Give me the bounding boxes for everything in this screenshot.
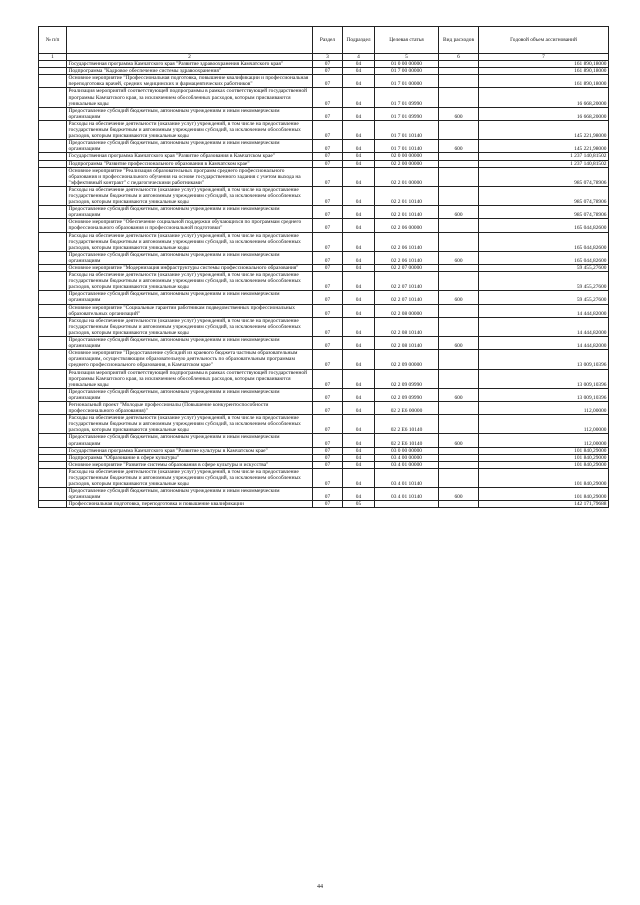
row-target: 01 7 00 00000 (375, 68, 439, 75)
row-name: Основное мероприятие "Предоставление субсидий из краевого бюджета частным образовательным организациям, осуществляющим образовательную деятельность по образовательным программам среднего профессионального образования, в Камчатском крае" (67, 350, 313, 369)
row-target: 02 2 07 00000 (375, 265, 439, 272)
row-amount: 165 044,82600 (479, 232, 609, 251)
row-no (39, 265, 67, 272)
row-subsection: 04 (343, 461, 375, 468)
row-subsection: 04 (343, 401, 375, 414)
row-subsection: 04 (343, 68, 375, 75)
row-target: 03 0 00 00000 (375, 447, 439, 454)
row-type (439, 401, 479, 414)
row-no (39, 388, 67, 401)
row-type (439, 317, 479, 336)
table-row (39, 140, 609, 153)
row-no (39, 317, 67, 336)
row-section: 07 (313, 206, 343, 219)
row-type (439, 167, 479, 186)
row-section: 07 (313, 120, 343, 139)
row-type: 600 (439, 140, 479, 153)
row-no (39, 153, 67, 160)
table-row (39, 304, 609, 317)
row-no (39, 140, 67, 153)
row-target: 03 4 01 10140 (375, 488, 439, 501)
row-name: Предоставление субсидий бюджетным, автономным учреждениям и иным некоммерческим организациям (67, 206, 313, 219)
table-row (39, 454, 609, 461)
row-no (39, 401, 67, 414)
row-amount: 142 171,79688 (479, 501, 609, 508)
row-amount: 14 444,82000 (479, 337, 609, 350)
row-no (39, 68, 67, 75)
row-section: 07 (313, 350, 343, 369)
row-target: 03 4 00 00000 (375, 454, 439, 461)
table-row (39, 68, 609, 75)
row-no (39, 61, 67, 68)
row-section: 07 (313, 388, 343, 401)
row-amount: 112,00000 (479, 415, 609, 434)
row-name: Расходы на обеспечение деятельности (оказание услуг) учреждений, в том числе на предоставление государственным бюджетным и автономным учреждениям субсидий, за исключением обособленных расходов, которым присваиваются уникальные коды (67, 232, 313, 251)
row-type: 600 (439, 434, 479, 447)
row-target: 02 2 Е6 10140 (375, 434, 439, 447)
row-no (39, 251, 67, 264)
row-type (439, 232, 479, 251)
row-subsection: 04 (343, 488, 375, 501)
row-name: Государственная программа Камчатского края "Развитие образования в Камчатском крае" (67, 153, 313, 160)
header-section: Раздел (313, 27, 343, 54)
row-type (439, 415, 479, 434)
row-type (439, 160, 479, 167)
header-amount: Годовой объем ассигнований (479, 27, 609, 54)
row-name: Основное мероприятие "Модернизация инфраструктуры системы профессионального образования" (67, 265, 313, 272)
row-amount: 101 840,29000 (479, 468, 609, 487)
row-no (39, 447, 67, 454)
row-name: Предоставление субсидий бюджетным, автономным учреждениям и иным некоммерческим организациям (67, 388, 313, 401)
row-type: 600 (439, 291, 479, 304)
row-section: 07 (313, 251, 343, 264)
row-name: Предоставление субсидий бюджетным, автономным учреждениям и иным некоммерческим организациям (67, 488, 313, 501)
row-subsection: 04 (343, 304, 375, 317)
row-type: 600 (439, 107, 479, 120)
column-number: 5 (375, 54, 439, 61)
table-row (39, 107, 609, 120)
row-target: 02 2 08 10140 (375, 317, 439, 336)
row-subsection: 04 (343, 468, 375, 487)
row-amount: 165 044,82600 (479, 219, 609, 232)
table-row (39, 219, 609, 232)
row-subsection: 04 (343, 447, 375, 454)
row-type (439, 88, 479, 107)
row-amount: 145 221,98000 (479, 120, 609, 139)
table-row (39, 232, 609, 251)
row-name: Подпрограмма "Кадровое обеспечение системы здравоохранения" (67, 68, 313, 75)
row-subsection: 04 (343, 153, 375, 160)
row-no (39, 219, 67, 232)
row-name: Расходы на обеспечение деятельности (оказание услуг) учреждений, в том числе на предоставление государственным бюджетным и автономным учреждениям субсидий, за исключением обособленных расходов, которым присваиваются уникальные коды (67, 120, 313, 139)
row-section: 07 (313, 265, 343, 272)
row-type (439, 454, 479, 461)
row-section: 07 (313, 153, 343, 160)
row-subsection: 04 (343, 251, 375, 264)
row-name: Предоставление субсидий бюджетным, автономным учреждениям и иным некоммерческим организациям (67, 107, 313, 120)
row-type (439, 120, 479, 139)
row-amount: 985 074,78906 (479, 206, 609, 219)
row-no (39, 304, 67, 317)
row-name: Расходы на обеспечение деятельности (оказание услуг) учреждений, в том числе на предоставление государственным бюджетным и автономным учреждениям субсидий, за исключением обособленных расходов, которым присваиваются уникальные коды (67, 186, 313, 205)
row-name: Реализация мероприятий соответствующей подпрограммы в рамках соответствующей государственной программы Камчатского края, за исключением обособленных расходов, которым присваиваются уникальные коды (67, 88, 313, 107)
row-name: Государственная программа Камчатского края "Развитие здравоохранения Камчатского края" (67, 61, 313, 68)
row-amount: 101 840,29000 (479, 454, 609, 461)
table-row (39, 272, 609, 291)
table-row (39, 501, 609, 508)
row-amount: 14 444,82000 (479, 317, 609, 336)
row-name: Основное мероприятие "Развитие системы образования в сфере культуры и искусства" (67, 461, 313, 468)
row-name: Предоставление субсидий бюджетным, автономным учреждениям и иным некоммерческим организациям (67, 251, 313, 264)
row-target: 02 2 08 10140 (375, 337, 439, 350)
row-name: Расходы на обеспечение деятельности (оказание услуг) учреждений, в том числе на предоставление государственным бюджетным и автономным учреждениям субсидий, за исключением обособленных расходов, которым присваиваются уникальные коды (67, 317, 313, 336)
row-target: 02 2 01 10140 (375, 206, 439, 219)
row-no (39, 369, 67, 388)
column-number: 1 (39, 54, 67, 61)
row-section: 07 (313, 488, 343, 501)
row-name: Государственная программа Камчатского края "Развитие культуры в Камчатском крае" (67, 447, 313, 454)
row-no (39, 107, 67, 120)
row-target: 01 7 01 10140 (375, 140, 439, 153)
row-target: 03 4 01 00000 (375, 461, 439, 468)
column-number: 4 (343, 54, 375, 61)
row-target: 02 0 00 00000 (375, 153, 439, 160)
column-number-row (39, 54, 609, 61)
row-type: 600 (439, 206, 479, 219)
row-section: 07 (313, 401, 343, 414)
table-row (39, 317, 609, 336)
row-subsection: 04 (343, 75, 375, 88)
row-target: 01 7 01 09990 (375, 88, 439, 107)
row-section: 07 (313, 88, 343, 107)
row-subsection: 04 (343, 291, 375, 304)
column-number: 6 (439, 54, 479, 61)
row-subsection: 04 (343, 61, 375, 68)
row-section: 07 (313, 232, 343, 251)
row-name: Расходы на обеспечение деятельности (оказание услуг) учреждений, в том числе на предоставление государственным бюджетным и автономным учреждениям субсидий, за исключением обособленных расходов, которым присваиваются уникальные коды (67, 468, 313, 487)
row-amount: 161 890,18000 (479, 68, 609, 75)
row-name: Профессиональная подготовка, переподготовка и повышение квалификации (67, 501, 313, 508)
header-subsection: Подраздел (343, 27, 375, 54)
row-amount: 59 455,27600 (479, 265, 609, 272)
row-type (439, 350, 479, 369)
row-subsection: 04 (343, 232, 375, 251)
row-section: 07 (313, 501, 343, 508)
table-row (39, 468, 609, 487)
row-subsection: 04 (343, 88, 375, 107)
row-amount: 16 668,20000 (479, 88, 609, 107)
row-subsection: 04 (343, 434, 375, 447)
row-type: 600 (439, 388, 479, 401)
table-row (39, 88, 609, 107)
row-amount: 13 009,10396 (479, 350, 609, 369)
row-no (39, 461, 67, 468)
row-name: Предоставление субсидий бюджетным, автономным учреждениям и иным некоммерческим организациям (67, 434, 313, 447)
table-row (39, 251, 609, 264)
row-section: 07 (313, 291, 343, 304)
row-section: 07 (313, 434, 343, 447)
row-amount: 59 455,27600 (479, 291, 609, 304)
row-type (439, 61, 479, 68)
row-subsection: 04 (343, 272, 375, 291)
table-row (39, 61, 609, 68)
row-no (39, 468, 67, 487)
row-no (39, 167, 67, 186)
row-name: Подпрограмма "Развитие профессионального образования в Камчатском крае" (67, 160, 313, 167)
row-name: Предоставление субсидий бюджетным, автономным учреждениям и иным некоммерческим организациям (67, 140, 313, 153)
row-target: 02 2 08 00000 (375, 304, 439, 317)
row-section: 07 (313, 68, 343, 75)
row-amount: 985 074,78906 (479, 186, 609, 205)
row-section: 07 (313, 461, 343, 468)
row-subsection: 04 (343, 415, 375, 434)
row-no (39, 501, 67, 508)
row-section: 07 (313, 167, 343, 186)
row-target: 02 2 06 10140 (375, 251, 439, 264)
row-amount: 14 444,82000 (479, 304, 609, 317)
row-section: 07 (313, 447, 343, 454)
table-row (39, 206, 609, 219)
row-section: 07 (313, 61, 343, 68)
table-row (39, 434, 609, 447)
table-row (39, 401, 609, 414)
row-target: 02 2 00 00000 (375, 160, 439, 167)
row-name: Предоставление субсидий бюджетным, автономным учреждениям и иным некоммерческим организациям (67, 291, 313, 304)
row-section: 07 (313, 415, 343, 434)
row-target: 02 2 01 10140 (375, 186, 439, 205)
row-section: 07 (313, 272, 343, 291)
row-subsection: 05 (343, 501, 375, 508)
row-type (439, 75, 479, 88)
header-name (67, 27, 313, 54)
row-amount: 101 840,29000 (479, 461, 609, 468)
row-name: Подпрограмма "Образование в сфере культуры" (67, 454, 313, 461)
row-amount: 161 890,18000 (479, 75, 609, 88)
row-section: 07 (313, 186, 343, 205)
row-name: Основное мероприятие "Обеспечение социальной поддержки обучающихся по программам среднего профессионального образования и профессиональной подготовки" (67, 219, 313, 232)
row-type (439, 186, 479, 205)
row-subsection: 04 (343, 219, 375, 232)
row-type (439, 272, 479, 291)
row-section: 07 (313, 304, 343, 317)
row-subsection: 04 (343, 160, 375, 167)
row-no (39, 232, 67, 251)
row-amount: 1 237 140,81502 (479, 153, 609, 160)
row-amount: 13 009,10396 (479, 369, 609, 388)
row-target: 02 2 07 10140 (375, 291, 439, 304)
row-target: 02 2 Е6 00000 (375, 401, 439, 414)
row-no (39, 120, 67, 139)
row-type (439, 447, 479, 454)
row-name: Расходы на обеспечение деятельности (оказание услуг) учреждений, в том числе на предоставление государственным бюджетным и автономным учреждениям субсидий, за исключением обособленных расходов, которым присваиваются уникальные коды (67, 272, 313, 291)
row-type (439, 468, 479, 487)
row-amount: 161 890,18000 (479, 61, 609, 68)
row-section: 07 (313, 219, 343, 232)
row-name: Предоставление субсидий бюджетным, автономным учреждениям и иным некоммерческим организациям (67, 337, 313, 350)
row-section: 07 (313, 160, 343, 167)
row-subsection: 04 (343, 140, 375, 153)
row-type: 600 (439, 251, 479, 264)
row-target: 01 7 01 10140 (375, 120, 439, 139)
row-amount: 145 221,98000 (479, 140, 609, 153)
row-target: 03 4 01 10140 (375, 468, 439, 487)
table-row (39, 160, 609, 167)
row-no (39, 434, 67, 447)
table-row (39, 447, 609, 454)
table-row (39, 461, 609, 468)
row-subsection: 04 (343, 388, 375, 401)
row-name: Основное мероприятие "Реализация образовательных программ среднего профессионального образования и профессионального обучения на основе государственного задания с учетом выхода на "эффективный контракт" с педагогическими работниками" (67, 167, 313, 186)
row-no (39, 160, 67, 167)
row-subsection: 04 (343, 107, 375, 120)
row-section: 07 (313, 468, 343, 487)
table-row (39, 120, 609, 139)
row-subsection: 04 (343, 350, 375, 369)
row-no (39, 75, 67, 88)
table-row (39, 75, 609, 88)
row-no (39, 350, 67, 369)
row-name: Расходы на обеспечение деятельности (оказание услуг) учреждений, в том числе на предоставление государственным бюджетным и автономным учреждениям субсидий, за исключением обособленных расходов, которым присваиваются уникальные коды (67, 415, 313, 434)
row-no (39, 291, 67, 304)
row-amount: 101 840,29000 (479, 488, 609, 501)
row-no (39, 488, 67, 501)
header-type: Вид расходов (439, 27, 479, 54)
row-target (375, 501, 439, 508)
row-no (39, 337, 67, 350)
row-type (439, 68, 479, 75)
column-number: 2 (67, 54, 313, 61)
row-type: 600 (439, 488, 479, 501)
row-section: 07 (313, 317, 343, 336)
row-section: 07 (313, 75, 343, 88)
row-no (39, 186, 67, 205)
row-subsection: 04 (343, 265, 375, 272)
row-type (439, 219, 479, 232)
row-amount: 1 237 140,81502 (479, 160, 609, 167)
row-name: Реализация мероприятий соответствующей подпрограммы в рамках соответствующей государственной программы Камчатского края, за исключением обособленных расходов, которым присваиваются уникальные коды (67, 369, 313, 388)
table-row (39, 488, 609, 501)
row-name: Основное мероприятие "Профессиональная подготовка, повышение квалификации и профессиональная переподготовка врачей, средних медицинских и фармацевтических работников" (67, 75, 313, 88)
table-row (39, 186, 609, 205)
table-row (39, 337, 609, 350)
row-amount: 16 668,20000 (479, 107, 609, 120)
row-no (39, 206, 67, 219)
row-type (439, 153, 479, 160)
table-row (39, 415, 609, 434)
header-row (39, 27, 609, 54)
row-section: 07 (313, 107, 343, 120)
row-subsection: 04 (343, 454, 375, 461)
row-amount: 101 840,29000 (479, 447, 609, 454)
table-row (39, 369, 609, 388)
row-target: 02 2 06 00000 (375, 219, 439, 232)
column-number: 3 (313, 54, 343, 61)
row-target: 02 2 09 00000 (375, 350, 439, 369)
row-amount: 59 455,27600 (479, 272, 609, 291)
row-amount: 112,00000 (479, 401, 609, 414)
column-number: 7 (479, 54, 609, 61)
row-amount: 985 074,78906 (479, 167, 609, 186)
row-section: 07 (313, 140, 343, 153)
row-target: 01 0 00 00000 (375, 61, 439, 68)
row-no (39, 454, 67, 461)
row-amount: 13 009,10396 (479, 388, 609, 401)
table-row (39, 388, 609, 401)
row-type (439, 369, 479, 388)
page-number: 44 (317, 884, 323, 890)
table-row (39, 350, 609, 369)
row-subsection: 04 (343, 186, 375, 205)
row-subsection: 04 (343, 167, 375, 186)
row-subsection: 04 (343, 317, 375, 336)
row-amount: 112,00000 (479, 434, 609, 447)
row-type: 600 (439, 337, 479, 350)
row-section: 07 (313, 369, 343, 388)
row-no (39, 415, 67, 434)
row-target: 02 2 09 09990 (375, 369, 439, 388)
row-target: 02 2 06 10140 (375, 232, 439, 251)
row-subsection: 04 (343, 206, 375, 219)
row-target: 02 2 07 10140 (375, 272, 439, 291)
row-name: Региональный проект "Молодые профессионалы (Повышение конкурентоспособности профессионального образования)" (67, 401, 313, 414)
table-row (39, 167, 609, 186)
header-target: Целевая статья (375, 27, 439, 54)
row-subsection: 04 (343, 120, 375, 139)
row-subsection: 04 (343, 337, 375, 350)
row-target: 02 2 09 09990 (375, 388, 439, 401)
header-no: № п/п (39, 27, 67, 54)
row-section: 07 (313, 454, 343, 461)
row-no (39, 88, 67, 107)
row-target: 01 7 01 09990 (375, 107, 439, 120)
table-row (39, 153, 609, 160)
row-target: 02 2 Е6 10140 (375, 415, 439, 434)
table-row (39, 291, 609, 304)
row-type (439, 304, 479, 317)
table-body (39, 61, 609, 508)
row-name: Основное мероприятие "Социальные гарантии работникам подведомственных профессиональных образовательных организаций" (67, 304, 313, 317)
row-no (39, 272, 67, 291)
row-type (439, 461, 479, 468)
row-target: 01 7 01 00000 (375, 75, 439, 88)
row-type (439, 501, 479, 508)
budget-table (38, 26, 609, 508)
row-amount: 165 044,82600 (479, 251, 609, 264)
row-subsection: 04 (343, 369, 375, 388)
row-target: 02 2 01 00000 (375, 167, 439, 186)
table-row (39, 265, 609, 272)
row-section: 07 (313, 337, 343, 350)
row-type (439, 265, 479, 272)
